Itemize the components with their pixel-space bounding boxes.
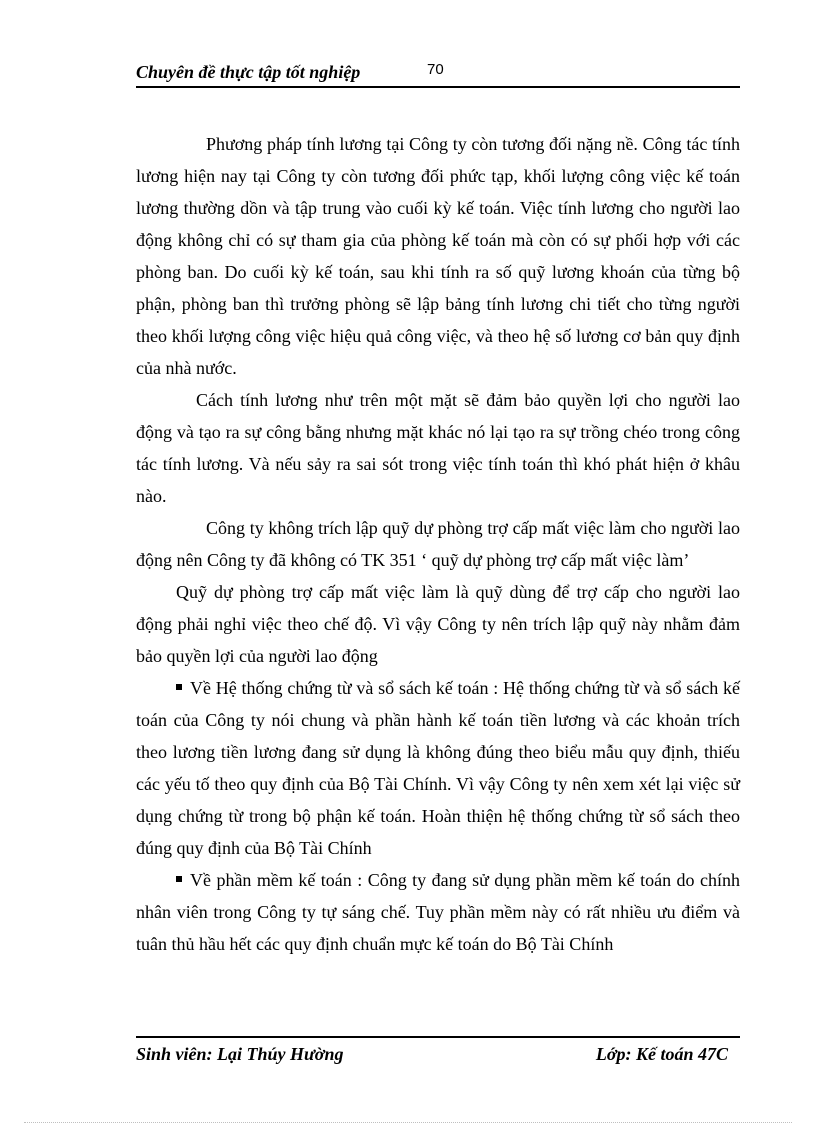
document-body [136, 128, 740, 960]
footer-student-name: Sinh viên: Lại Thúy Hường [136, 1044, 344, 1064]
square-bullet-icon [176, 684, 182, 690]
paragraph-salary-method: Phương pháp tính lương tại Công ty còn tương đối nặng nề. Công tác tính lương hiện nay tại Công ty còn tương đối phức tạp, khối lượng công việc kế toán lương thường dồn và tập trung vào cuối kỳ kế toán. Việc tính lương cho người lao động không chỉ có sự tham gia của phòng kế toán mà còn có sự phối hợp với các phòng ban. Do cuối kỳ kế toán, sau khi tính ra số quỹ lương khoán của từng bộ phận, phòng ban thì trưởng phòng sẽ lập bảng tính lương chi tiết cho từng người theo khối lượng công việc hiệu quả công việc, và theo hệ số lương cơ bản quy định của nhà nước. [136, 134, 740, 378]
page-header [136, 58, 740, 88]
bullet-item-software [136, 864, 740, 960]
bullet-text: Về Hệ thống chứng từ và sổ sách kế toán : Hệ thống chứng từ và sổ sách kế toán của Công ty nói chung và phần hành kế toán tiền lương và các khoản trích theo lương tiền lương đang sử dụng là không đúng theo biểu mẫu quy định, thiếu các yếu tố theo quy định của Bộ Tài Chính. Vì vậy Công ty nên xem xét lại việc sử dụng chứng từ trong bộ phận kế toán. Hoàn thiện hệ thống chứng từ sổ sách theo đúng quy định của Bộ Tài Chính [136, 678, 740, 858]
square-bullet-icon [176, 876, 182, 882]
page-footer [136, 1036, 740, 1070]
footer-class: Lớp: Kế toán 47C [595, 1044, 728, 1064]
paragraph-unemployment-fund: Quỹ dự phòng trợ cấp mất việc làm là quỹ dùng để trợ cấp cho người lao động phải nghỉ việc theo chế độ. Vì vậy Công ty nên trích lập quỹ này nhằm đảm bảo quyền lợi của người lao động [136, 582, 740, 666]
bullet-text: Về phần mềm kế toán : Công ty đang sử dụng phần mềm kế toán do chính nhân viên trong Công ty tự sáng chế. Tuy phần mềm này có rất nhiều ưu điểm và tuân thủ hầu hết các quy định chuẩn mực kế toán do Bộ Tài Chính [136, 870, 740, 954]
page-number: 70 [427, 61, 444, 78]
header-title: Chuyên đề thực tập tốt nghiệp [136, 62, 361, 82]
paragraph-salary-calculation: Cách tính lương như trên một mặt sẽ đảm bảo quyền lợi cho người lao động và tạo ra sự công bằng nhưng mặt khác nó lại tạo ra sự trồng chéo trong công tác tính lương. Và nếu sảy ra sai sót trong việc tính toán thì khó phát hiện ở khâu nào. [136, 390, 740, 506]
bullet-item-documents [136, 672, 740, 864]
paragraph-reserve-fund: Công ty không trích lập quỹ dự phòng trợ cấp mất việc làm cho người lao động nên Công ty đã không có TK 351 ‘ quỹ dự phòng trợ cấp mất việc làm’ [136, 518, 740, 570]
